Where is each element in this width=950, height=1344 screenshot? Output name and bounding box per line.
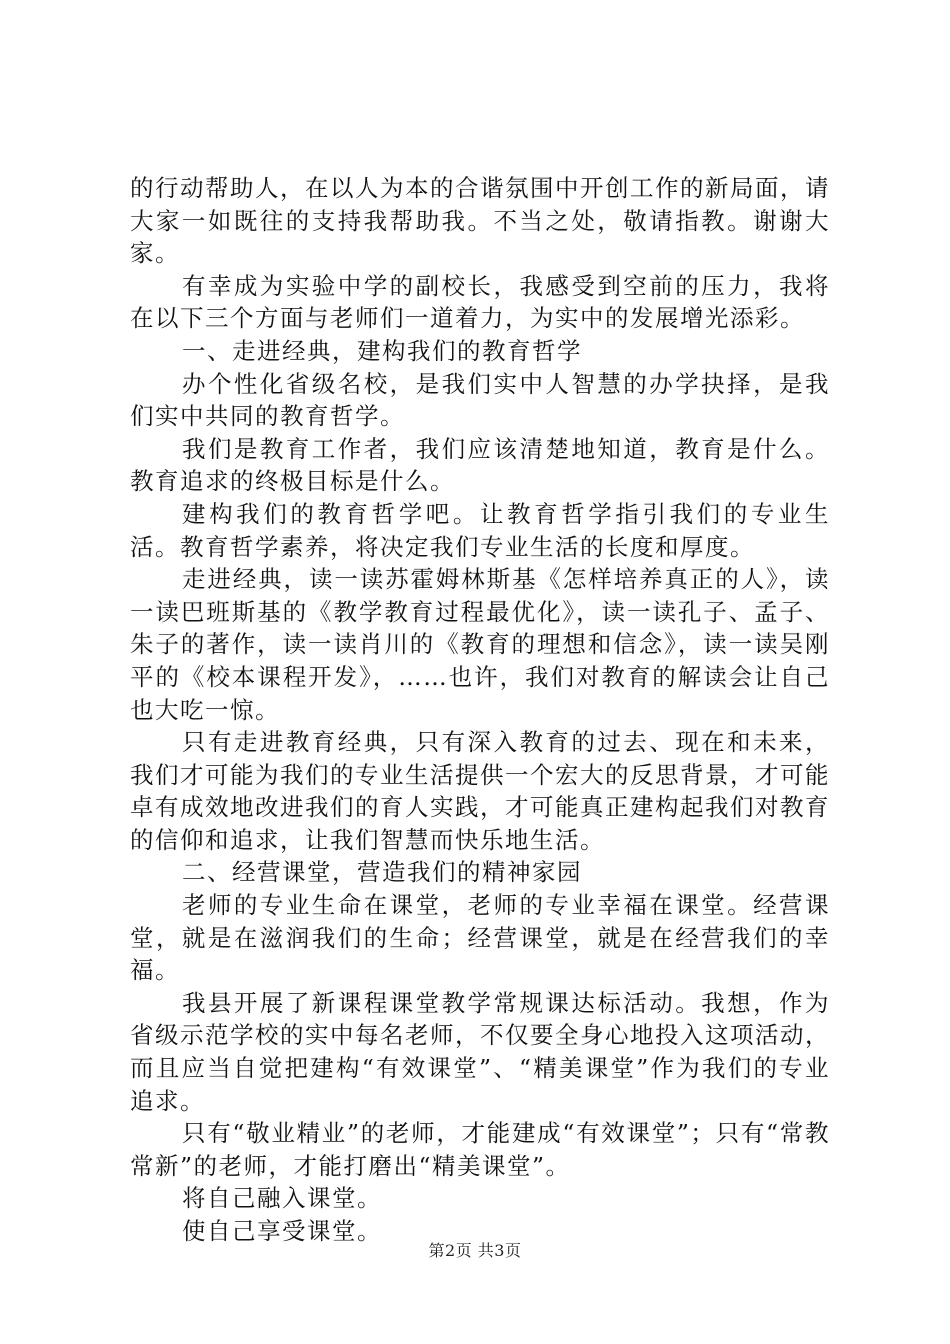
body-paragraph: 将自己融入课堂。 <box>182 1184 382 1213</box>
body-paragraph: 我县开展了新课程课堂教学常规课达标活动。我想，作为省级示范学校的实中每名老师，不仅要全身心地投入这项活动，而且应当自觉把建构“有效课堂”、“精美课堂”作为我们的专业追求。 <box>130 988 830 1115</box>
document-body <box>130 172 830 1248</box>
body-paragraph: 的行动帮助人，在以人为本的合谐氛围中开创工作的新局面，请大家一如既往的支持我帮助我。不当之处，敬请指教。谢谢大家。 <box>130 174 830 268</box>
body-paragraph: 建构我们的教育哲学吧。让教育哲学指引我们的专业生活。教育哲学素养，将决定我们专业生活的长度和厚度。 <box>130 499 830 561</box>
body-paragraph: 办个性化省级名校，是我们实中人智慧的办学抉择，是我们实中共同的教育哲学。 <box>130 369 830 431</box>
body-paragraph: 只有走进教育经典，只有深入教育的过去、现在和未来，我们才可能为我们的专业生活提供一个宏大的反思背景，才可能卓有成效地改进我们的育人实践，才可能真正建构起我们对教育的信仰和追求，让我们智慧而快乐地生活。 <box>130 728 830 854</box>
section-heading: 一、走进经典，建构我们的教育哲学 <box>182 336 582 365</box>
body-paragraph: 我们是教育工作者，我们应该清楚地知道，教育是什么。教育追求的终极目标是什么。 <box>130 434 830 496</box>
body-paragraph: 老师的专业生命在课堂，老师的专业幸福在课堂。经营课堂，就是在滋润我们的生命；经营课堂，就是在经营我们的幸福。 <box>130 891 830 985</box>
page-number-footer: 第2页 共3页 <box>428 1241 522 1260</box>
body-paragraph: 有幸成为实验中学的副校长，我感受到空前的压力，我将在以下三个方面与老师们一道着力，为实中的发展增光添彩。 <box>130 271 830 333</box>
body-paragraph: 使自己享受课堂。 <box>182 1217 382 1245</box>
section-heading: 二、经营课堂，营造我们的精神家园 <box>182 858 582 887</box>
body-paragraph: 走进经典，读一读苏霍姆林斯基《怎样培养真正的人》，读一读巴班斯基的《教学教育过程最优化》，读一读孔子、孟子、朱子的著作，读一读肖川的《教育的理想和信念》，读一读吴刚平的《校本课程开发》，……也许，我们对教育的解读会让自己也大吃一惊。 <box>130 565 830 724</box>
body-paragraph: 只有“敬业精业”的老师，才能建成“有效课堂”；只有“常教常新”的老师，才能打磨出“精美课堂”。 <box>130 1119 830 1180</box>
